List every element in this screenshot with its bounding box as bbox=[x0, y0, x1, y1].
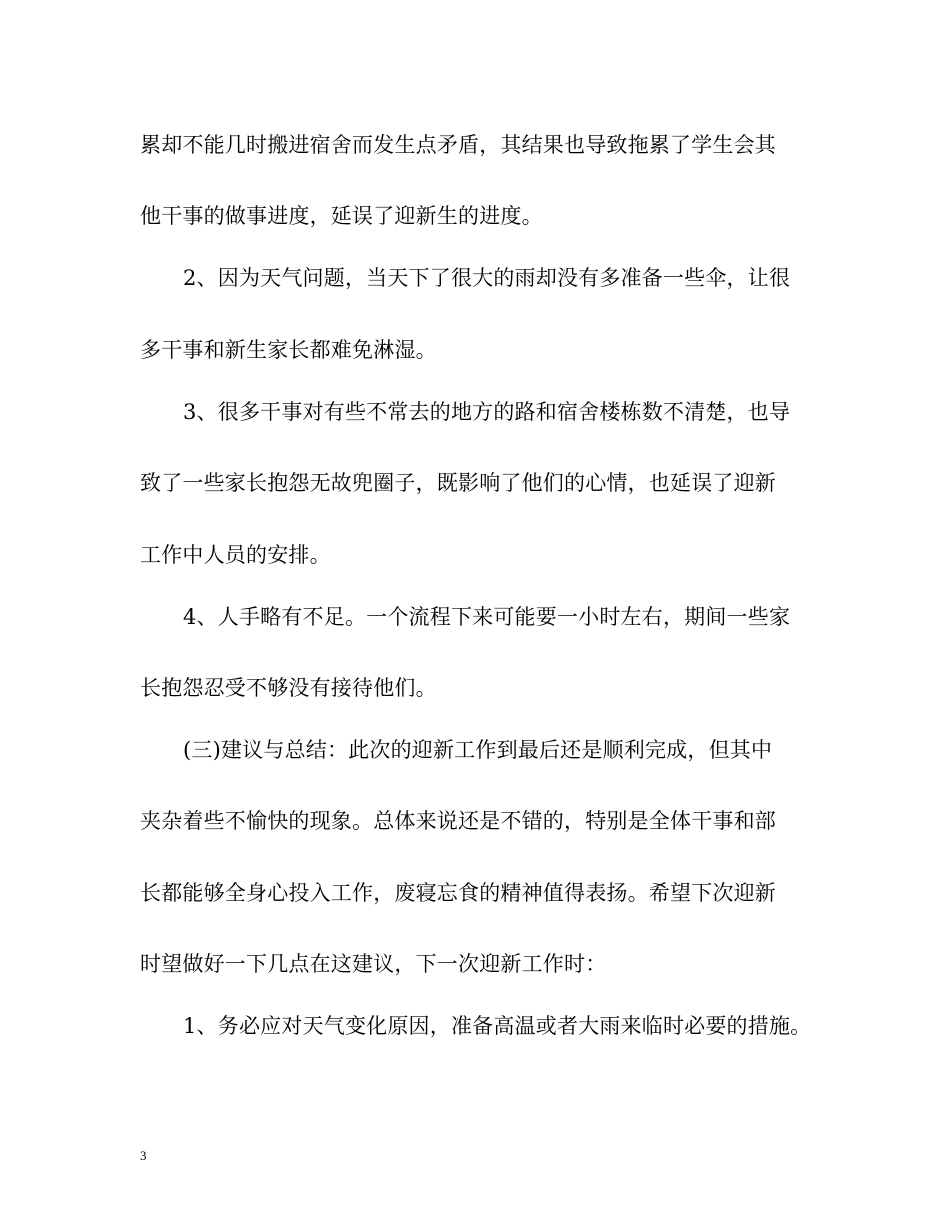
page-number: 3 bbox=[140, 1148, 147, 1163]
text-line: 1、务必应对天气变化原因，准备高温或者大雨来临时必要的措施。 bbox=[183, 1014, 812, 1038]
text-line: 2、因为天气问题，当天下了很大的雨却没有多准备一些伞，让很 bbox=[183, 266, 791, 290]
text-line: 长抱怨忍受不够没有接待他们。 bbox=[140, 676, 437, 700]
text-line: 工作中人员的安排。 bbox=[140, 543, 331, 567]
text-line: 累却不能几时搬进宿舍而发生点矛盾，其结果也导致拖累了学生会其 bbox=[140, 133, 776, 157]
text-line: 他干事的做事进度，延误了迎新生的进度。 bbox=[140, 204, 543, 228]
text-line: 时望做好一下几点在这建议，下一次迎新工作时： bbox=[140, 952, 607, 976]
text-line: 致了一些家长抱怨无故兜圈子，既影响了他们的心情，也延误了迎新 bbox=[140, 471, 776, 495]
text-line: 夹杂着些不愉快的现象。总体来说还是不错的，特别是全体干事和部 bbox=[140, 809, 776, 833]
text-line: 多干事和新生家长都难免淋湿。 bbox=[140, 338, 437, 362]
text-line: (三)建议与总结：此次的迎新工作到最后还是顺利完成，但其中 bbox=[183, 738, 773, 762]
text-line: 长都能够全身心投入工作，废寝忘食的精神值得表扬。希望下次迎新 bbox=[140, 881, 776, 905]
text-line: 3、很多干事对有些不常去的地方的路和宿舍楼栋数不清楚，也导 bbox=[183, 400, 791, 424]
text-line: 4、人手略有不足。一个流程下来可能要一小时左右，期间一些家 bbox=[183, 605, 791, 629]
